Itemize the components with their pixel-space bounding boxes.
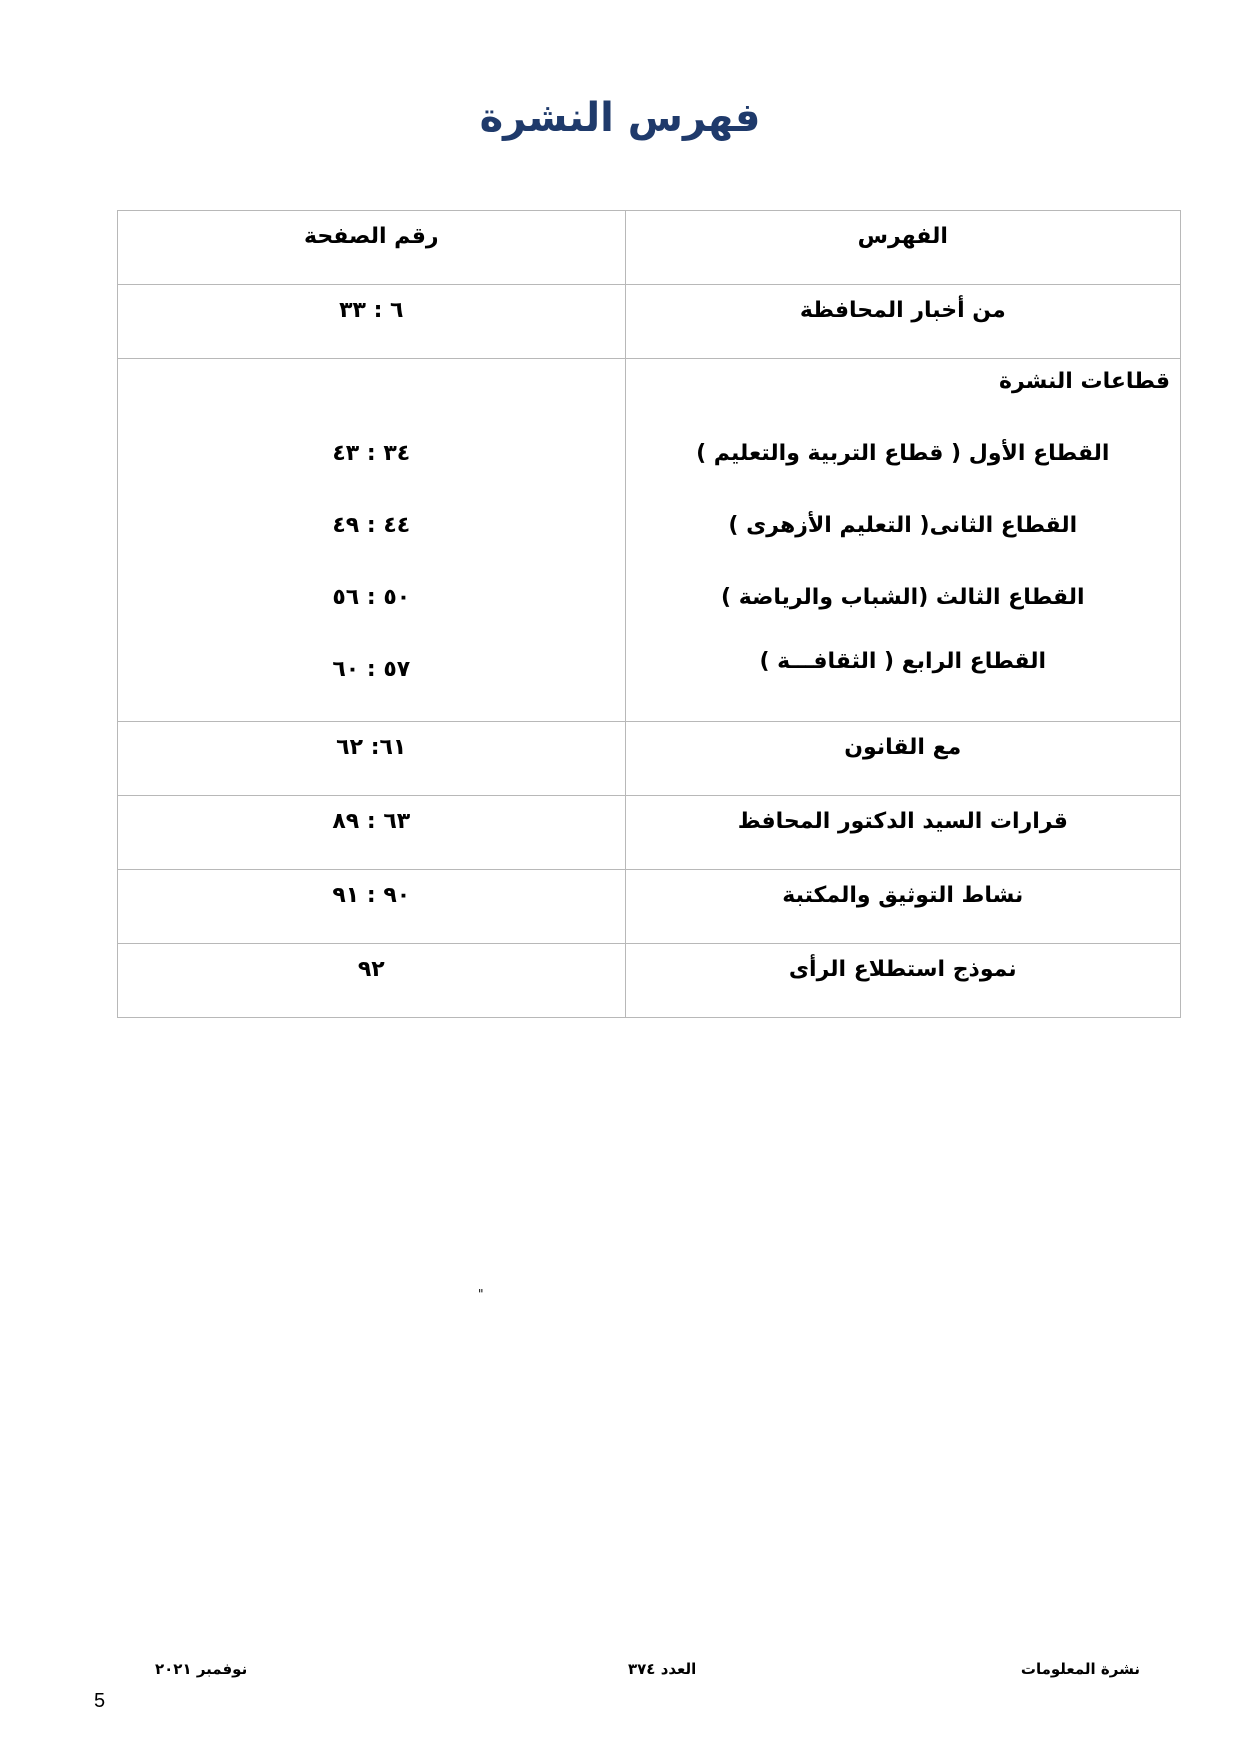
sector-item: القطاع الرابع ( الثقافـــة ) <box>759 649 1047 674</box>
index-table <box>117 210 1181 1018</box>
page-cell: ٦ : ٣٣ <box>118 285 626 359</box>
index-cell: مع القانون <box>625 722 1180 796</box>
sector-item: القطاع الأول ( قطاع التربية والتعليم ) <box>696 441 1110 466</box>
index-cell: من أخبار المحافظة <box>625 285 1180 359</box>
index-cell: نشاط التوثيق والمكتبة <box>625 870 1180 944</box>
page-cell: ٦١: ٦٢ <box>118 722 626 796</box>
index-cell: قرارات السيد الدكتور المحافظ <box>625 796 1180 870</box>
stray-quote-mark: " <box>478 1287 484 1301</box>
header-index: الفهرس <box>625 211 1180 285</box>
footer-publication-name: نشرة المعلومات <box>1020 1660 1140 1678</box>
footer-issue-number: العدد ٣٧٤ <box>628 1660 697 1678</box>
table-row <box>118 796 1181 870</box>
table-row <box>118 870 1181 944</box>
sector-item: القطاع الثالث (الشباب والرياضة ) <box>721 585 1085 610</box>
table-row <box>118 285 1181 359</box>
footer-date: نوفمبر ٢٠٢١ <box>155 1660 248 1678</box>
sectors-heading: قطاعات النشرة <box>999 369 1170 394</box>
page-number: 5 <box>94 1690 106 1712</box>
page-cell: ٦٣ : ٨٩ <box>118 796 626 870</box>
page-cell: ٩٠ : ٩١ <box>118 870 626 944</box>
sector-page: ٥٧ : ٦٠ <box>332 657 411 682</box>
page-cell: ٩٢ <box>118 944 626 1018</box>
sector-page: ٤٤ : ٤٩ <box>332 513 411 538</box>
sector-page: ٥٠ : ٥٦ <box>332 585 411 610</box>
page-title: فهرس النشرة <box>479 95 761 141</box>
sectors-page-cell <box>118 359 626 722</box>
table-header-row <box>118 211 1181 285</box>
sector-page: ٣٤ : ٤٣ <box>332 441 411 466</box>
sector-item: القطاع الثانى( التعليم الأزهرى ) <box>728 513 1078 538</box>
index-cell: نموذج استطلاع الرأى <box>625 944 1180 1018</box>
header-page-number: رقم الصفحة <box>118 211 626 285</box>
sectors-row <box>118 359 1181 722</box>
table-row <box>118 944 1181 1018</box>
sectors-index-cell <box>625 359 1180 722</box>
table-row <box>118 722 1181 796</box>
